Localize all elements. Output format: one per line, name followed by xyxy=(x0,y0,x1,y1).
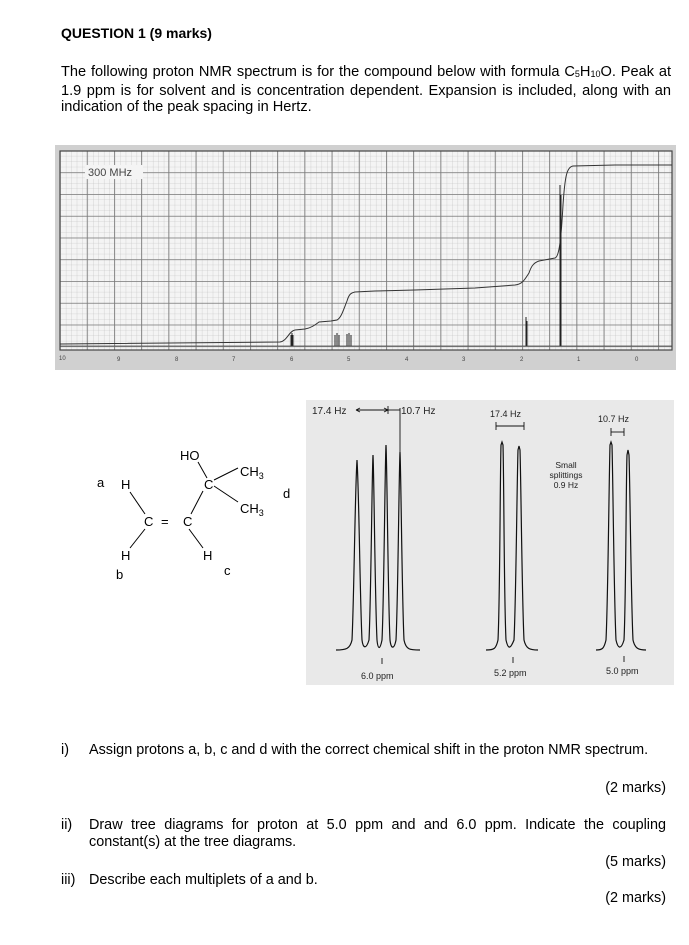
part-i-marks: (2 marks) xyxy=(605,780,666,796)
atom-c-right: C xyxy=(183,514,193,529)
part-ii-text: Draw tree diagrams for proton at 5.0 ppm and and 6.0 ppm. Indicate the coupling constant(s) at the tree diagrams. xyxy=(89,817,666,850)
label-a: a xyxy=(97,475,105,490)
atom-ch3-bottom: $CH_3$ xyxy=(240,501,264,518)
atom-h-c: H xyxy=(203,548,213,563)
part-ii-marks: (5 marks) xyxy=(605,854,666,870)
label-d: d xyxy=(283,486,291,501)
frequency-label: 300 MHz xyxy=(88,167,133,179)
small-splitting-note: Small xyxy=(555,460,577,470)
expansion-spectrum-image xyxy=(306,400,674,685)
axis-tick: 5 xyxy=(347,357,351,363)
part-iii-text: Describe each multiplets of a and b. xyxy=(89,872,318,888)
ppm-label-5-2: 5.2 ppm xyxy=(494,668,527,678)
axis-tick: 3 xyxy=(462,357,466,363)
small-splitting-note: splittings xyxy=(549,470,583,480)
axis-tick: 9 xyxy=(117,357,121,363)
molecule-structure xyxy=(90,440,300,590)
double-bond: = xyxy=(161,514,169,529)
part-i-text: Assign protons a, b, c and d with the correct chemical shift in the proton NMR spectrum. xyxy=(89,742,649,758)
atom-c-left: C xyxy=(144,514,154,529)
axis-tick: 4 xyxy=(405,357,409,363)
coupling-label-17-4: 17.4 Hz xyxy=(312,406,347,417)
label-b: b xyxy=(116,567,124,582)
nmr-spectrum-image xyxy=(55,145,676,370)
ppm-label-6-0: 6.0 ppm xyxy=(361,671,394,681)
coupling-label-10-7: 10.7 Hz xyxy=(401,406,436,417)
atom-ho: HO xyxy=(180,448,200,463)
ppm-axis xyxy=(59,356,639,363)
expansion-plot xyxy=(306,400,674,685)
atom-c-top: C xyxy=(204,477,214,492)
part-iii-number: iii) xyxy=(61,872,76,888)
small-splitting-note: 0.9 Hz xyxy=(553,480,579,490)
axis-tick: 10 xyxy=(59,356,66,362)
axis-tick: 6 xyxy=(290,357,294,363)
part-i-number: i) xyxy=(61,742,69,758)
question-intro: The following proton NMR spectrum is for the compound below with formula $C_5H_{10}O$. Peak at 1.9 ppm is for solvent and is concentration dependent. Expansion is included, along with an indication of the peak spacing in Hertz. xyxy=(61,64,671,115)
axis-tick: 1 xyxy=(577,357,581,363)
expansion-peaks xyxy=(336,442,646,650)
nmr-spectrum-plot xyxy=(55,145,676,370)
atom-h-a: H xyxy=(121,477,131,492)
axis-tick: 7 xyxy=(232,357,236,363)
molecule-bonds xyxy=(130,462,238,548)
label-c: c xyxy=(224,563,231,578)
question-title: QUESTION 1 (9 marks) xyxy=(61,25,212,41)
axis-tick: 2 xyxy=(520,357,524,363)
coupling-label-17-4-mid: 17.4 Hz xyxy=(490,409,522,419)
coupling-label-10-7-right: 10.7 Hz xyxy=(598,414,630,424)
axis-tick: 8 xyxy=(175,357,179,363)
part-iii-marks: (2 marks) xyxy=(605,890,666,906)
atom-h-b: H xyxy=(121,548,131,563)
axis-tick: 0 xyxy=(635,357,639,363)
atom-ch3-top: $CH_3$ xyxy=(240,464,264,481)
part-ii-number: ii) xyxy=(61,817,73,833)
ppm-label-5-0: 5.0 ppm xyxy=(606,666,639,676)
